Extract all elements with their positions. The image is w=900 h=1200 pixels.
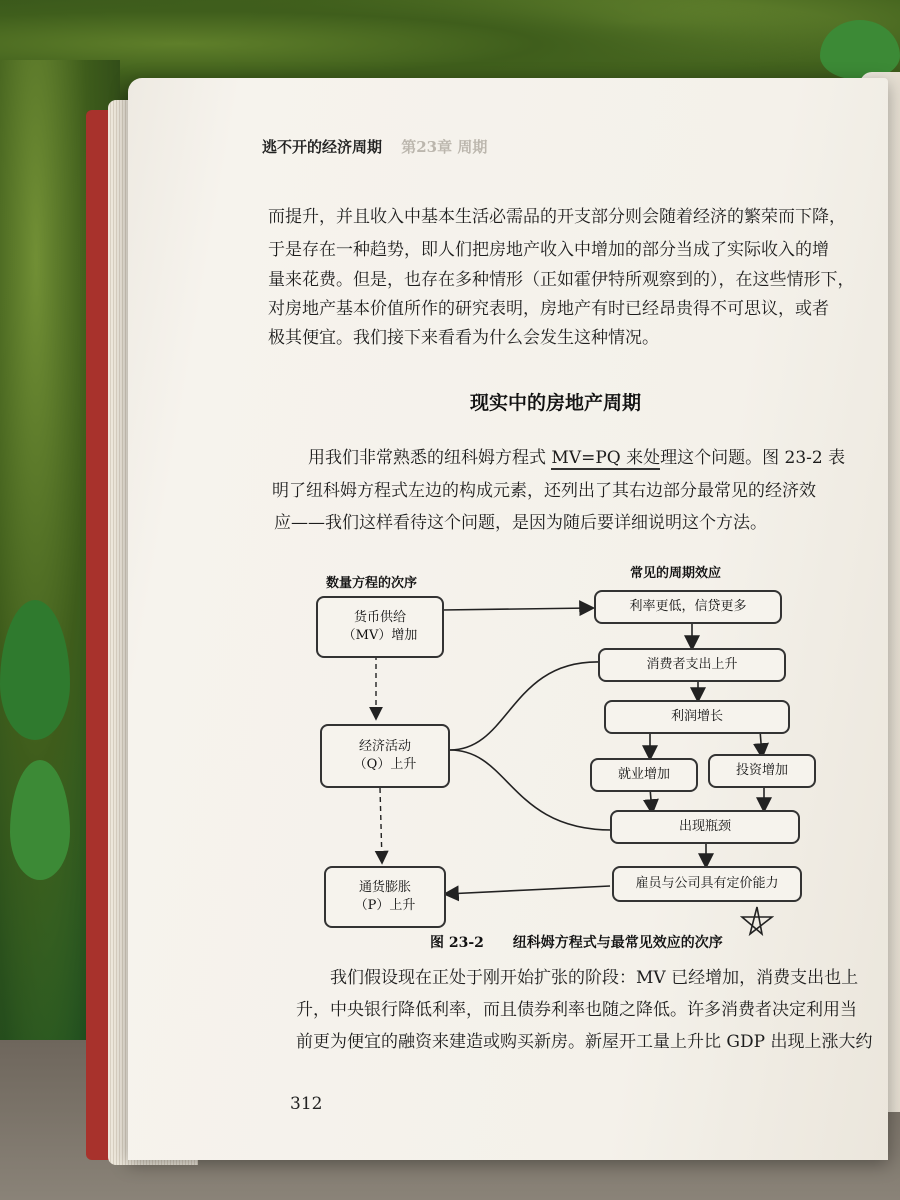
text-line: 升，中央银行降低利率，而且债券利率也随之降低。许多消费者决定利用当 <box>296 1000 857 1020</box>
text-line: 我们假设现在正处于刚开始扩张的阶段：MV 已经增加，消费支出也上 <box>330 968 859 988</box>
text-fragment: 用我们非常熟悉的纽科姆方程式 <box>308 448 552 468</box>
text-line: 应——我们这样看待这个问题，是因为随后要详细说明这个方法。 <box>274 513 767 533</box>
text-line: 前更为便宜的融资来建造或购买新房。新屋开工量上升比 GDP 出现上涨大约 <box>296 1032 873 1052</box>
node-text: （Q）上升 <box>353 757 417 772</box>
text-line: 明了纽科姆方程式左边的构成元素，还列出了其右边部分最常见的经济效 <box>272 481 816 501</box>
text-line: 而提升，并且收入中基本生活必需品的开支部分则会随着经济的繁荣而下降， <box>268 207 846 227</box>
text-line: 对房地产基本价值所作的研究表明，房地产有时已经昂贵得不可思议，或者 <box>268 299 829 319</box>
flow-diagram <box>300 560 860 950</box>
text-line <box>308 443 845 473</box>
node-investment-up: 投资增加 <box>708 754 816 788</box>
node-text: 货币供给 <box>353 610 406 625</box>
brace-curve <box>450 662 600 750</box>
node-profit-growth: 利润增长 <box>604 700 790 734</box>
hand-drawn-star-icon <box>740 905 774 937</box>
text-fragment: 理这个问题。图 23-2 表 <box>660 448 846 468</box>
brace-curve <box>450 750 612 830</box>
section-title: 现实中的房地产周期 <box>470 392 642 414</box>
figure-number: 图 23-2 <box>430 935 484 951</box>
page-number: 312 <box>290 1094 323 1114</box>
text-line: 极其便宜。我们接下来看看为什么会发生这种情况。 <box>268 328 659 348</box>
node-text: （P）上升 <box>354 898 416 913</box>
running-header <box>262 136 487 157</box>
arrow <box>446 886 610 894</box>
node-text: 通货膨胀 <box>358 880 411 895</box>
node-pricing-power: 雇员与公司具有定价能力 <box>612 866 802 902</box>
node-text: 经济活动 <box>358 739 411 754</box>
chapter-ghost-text: 第23章 周期 <box>401 138 488 156</box>
underlined-equation: MV=PQ 来处 <box>551 448 661 468</box>
node-employment-up: 就业增加 <box>590 758 698 792</box>
book-title: 逃不开的经济周期 <box>262 138 383 156</box>
node-lower-rates: 利率更低，信贷更多 <box>594 590 782 624</box>
node-money-supply <box>316 596 444 658</box>
figure-caption <box>430 932 723 952</box>
right-column-heading: 常见的周期效应 <box>630 566 722 581</box>
text-line: 于是存在一种趋势，即人们把房地产收入中增加的部分当成了实际收入的增 <box>268 240 829 260</box>
node-economic-activity <box>320 724 450 788</box>
node-bottleneck: 出现瓶颈 <box>610 810 800 844</box>
node-text: （MV）增加 <box>342 628 418 643</box>
node-consumer-spending: 消费者支出上升 <box>598 648 786 682</box>
left-column-heading: 数量方程的次序 <box>326 576 418 591</box>
dashed-arrow <box>380 788 382 862</box>
arrow <box>442 608 592 610</box>
figure-title: 纽科姆方程式与最常见效应的次序 <box>512 935 723 951</box>
node-inflation <box>324 866 446 928</box>
text-line: 量来花费。但是，也存在多种情形（正如霍伊特所观察到的），在这些情形下， <box>268 270 855 290</box>
